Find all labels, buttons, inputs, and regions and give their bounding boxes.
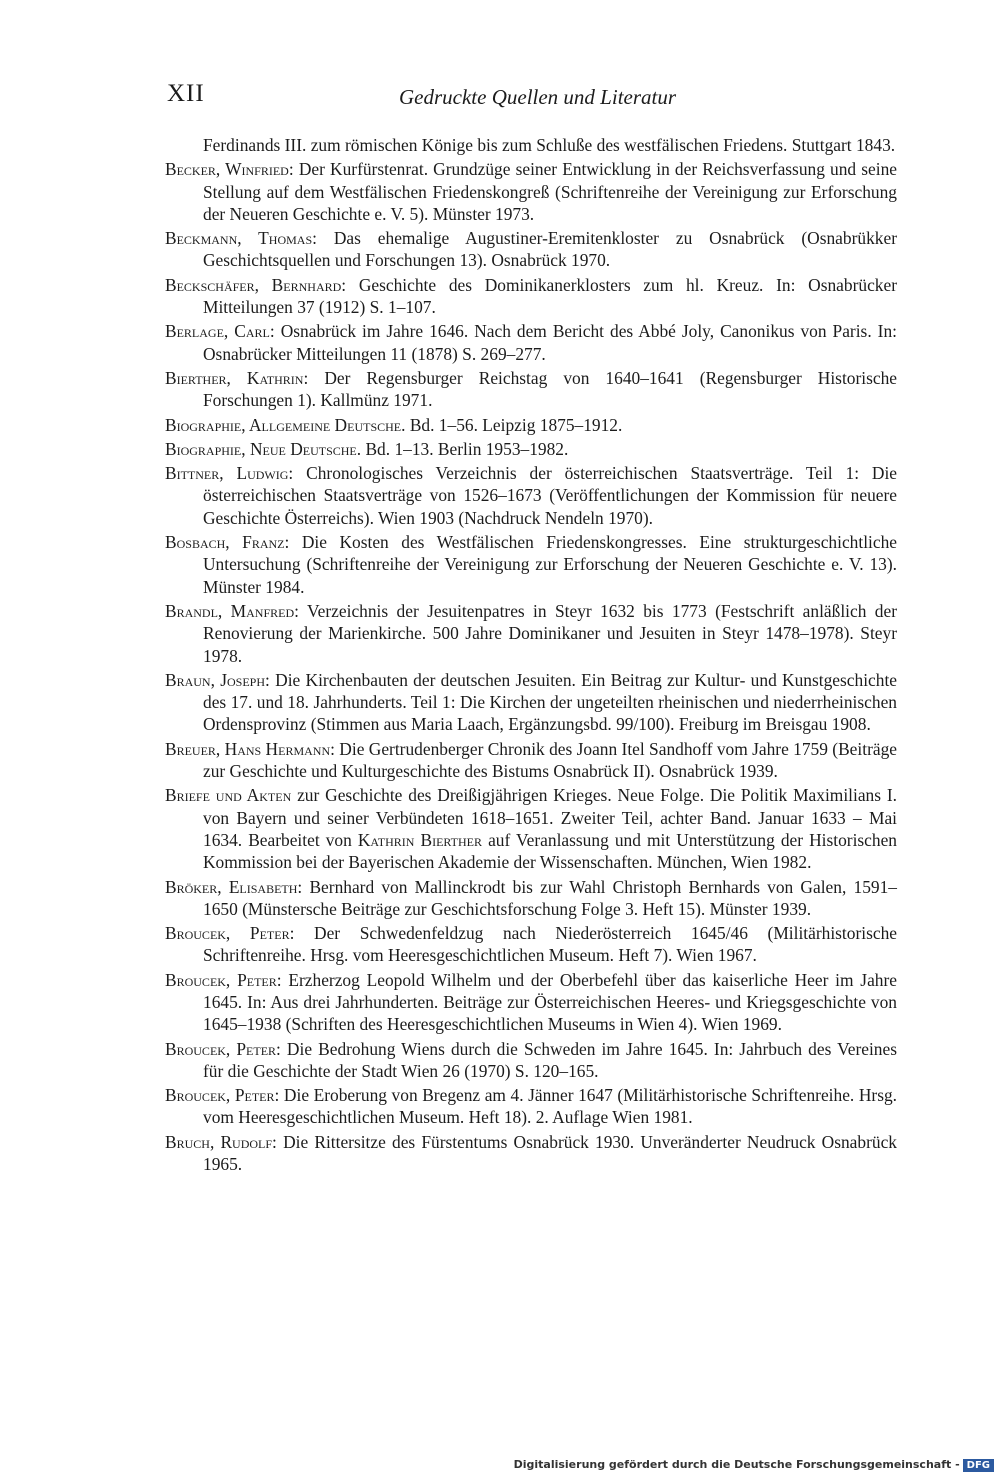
bibliography-entry (165, 158, 897, 225)
entry-author: Braun, Joseph: (165, 669, 270, 690)
entry-text: zur Geschichte des Dreißigjährigen Krieges. Neue Folge. Die Politik Maximilians I. von Bayern und seiner Verbündeten 1618–1651. Zweiter Teil, achter Band. Januar 1633 – Mai 1634. Bearbeitet von (203, 785, 898, 850)
entry-author: Beckmann, Thomas: (165, 228, 317, 249)
entry-text: Der Kurfürstenrat. Grundzüge seiner Entwicklung in der Reichsverfassung und seine Stellung auf dem Westfälischen Friedenskongreß (Schriftenreihe der Vereinigung zur Erforschung der Neueren Geschichte e. V. 5). Münster 1973. (203, 159, 897, 224)
bibliography-entry (165, 320, 897, 365)
entry-author: Broucek, Peter: (165, 1038, 281, 1059)
entry-author: Bierther, Kathrin: (165, 367, 309, 388)
bibliography-entry (165, 367, 897, 412)
bibliography-entry (165, 227, 897, 272)
entry-text: Chronologisches Verzeichnis der österreichischen Staatsverträge. Teil 1: Die österreichischen Staatsverträge von 1526–1673 (Veröffentlichungen der Kommission für neuere Geschichte Österreichs). Wien 1903 (Nachdruck Nendeln 1970). (203, 463, 897, 528)
entry-author: Broucek, Peter: (165, 923, 295, 944)
bibliography-entry (165, 969, 897, 1036)
entry-author: Biographie, Neue Deutsche. (165, 438, 362, 459)
footer-text: Digitalisierung gefördert durch die Deutsche Forschungsgemeinschaft - (513, 1458, 960, 1471)
entry-author: Briefe und Akten (165, 785, 292, 806)
entry-author: Berlage, Carl: (165, 321, 275, 342)
bibliography-entry (165, 462, 897, 529)
entry-text-continued: auf Veranlassung und mit Unterstützung der Historischen Kommission bei der Bayerischen Akademie der Wissenschaften. München, Wien 1982. (203, 829, 897, 873)
entry-author: Beckschäfer, Bernhard: (165, 274, 347, 295)
entry-text: Bd. 1–56. Leipzig 1875–1912. (405, 414, 623, 435)
entry-text: Osnabrück im Jahre 1646. Nach dem Bericht des Abbé Joly, Canonikus von Paris. In: Osnabrücker Mitteilungen 11 (1878) S. 269–277. (203, 321, 897, 364)
page-header (167, 80, 897, 120)
entry-author: Biographie, Allgemeine Deutsche. (165, 414, 406, 435)
entry-text: Die Gertrudenberger Chronik des Joann Itel Sandhoff vom Jahre 1759 (Beiträge zur Geschichte und Kulturgeschichte des Bistums Osnabrück II). Osnabrück 1939. (203, 738, 897, 782)
entry-author: Becker, Winfried: (165, 159, 294, 180)
bibliography-entry (165, 669, 897, 736)
page-number: XII (167, 80, 205, 107)
entry-text: Die Kosten des Westfälischen Friedenskongresses. Eine strukturgeschichtliche Untersuchung (Schriftenreihe der Vereinigung zur Erforschung der Neueren Geschichte e. V. 13). Münster 1984. (203, 532, 897, 597)
entry-author: Brandl, Manfred: (165, 600, 299, 621)
entry-text: Geschichte des Dominikanerklosters zum hl. Kreuz. In: Osnabrücker Mitteilungen 37 (1912) S. 1–107. (203, 274, 898, 318)
entry-author: Bröker, Elisabeth: (165, 876, 303, 897)
bibliography-entry (165, 738, 897, 783)
entry-text: Die Rittersitze des Fürstentums Osnabrück 1930. Unveränderter Neudruck Osnabrück 1965. (203, 1131, 897, 1175)
entry-text: Der Schwedenfeldzug nach Niederösterreich 1645/46 (Militärhistorische Schriftenreihe. Hrsg. vom Heeresgeschichtlichen Museum. Heft 7). Wien 1967. (203, 923, 897, 966)
entry-author: Broucek, Peter: (165, 969, 282, 990)
digitization-footer (514, 1458, 994, 1472)
entry-text: Ferdinands III. zum römischen Königе bis zum Schluße des westfälischen Friedens. Stuttgart 1843. (203, 135, 896, 155)
bibliography-entry (165, 414, 897, 436)
entry-text: Der Regensburger Reichstag von 1640–1641 (Regensburger Historische Forschungen 1). Kallmünz 1971. (203, 367, 898, 411)
bibliography-entry (165, 922, 897, 967)
entry-text: Verzeichnis der Jesuitenpatres in Steyr 1632 bis 1773 (Festschrift anläßlich der Renovierung der Marienkirche. 500 Jahre Dominikaner und Jesuiten in Steyr 1478–1978). Steyr 1978. (203, 600, 897, 666)
bibliography-entry (165, 531, 897, 598)
entry-author: Broucek, Peter: (165, 1085, 280, 1106)
dfg-logo: DFG (963, 1459, 994, 1472)
bibliography-entry (165, 438, 897, 460)
entry-text: Erzherzog Leopold Wilhelm und der Oberbefehl über das kaiserliche Heer im Jahre 1645. In: Aus drei Jahrhunderten. Beiträge zur Österreichischen Heeres- und Kriegsgeschichte von 1645–1938 (Schriften des Heeresgeschichtlichen Museums in Wien 4). Wien 1969. (203, 969, 897, 1035)
entry-text: Bernhard von Mallinckrodt bis zur Wahl Christoph Bernhards von Galen, 1591–1650 (Münstersche Beiträge zur Geschichtsforschung Folge 3. Heft 15). Münster 1939. (203, 876, 897, 919)
entry-author: Breuer, Hans Hermann: (165, 738, 335, 759)
entry-text: Die Kirchenbauten der deutschen Jesuiten. Ein Beitrag zur Kultur- und Kunstgeschichte des 17. und 18. Jahrhunderts. Teil 1: Die Kirchen der ungeteilten rheinischen und niederrheinischen Ordensprovinz (Stimmen aus Maria Laach, Ergänzungsbd. 99/100). Freiburg im Breisgau 1908. (203, 669, 897, 735)
bibliography-entry (165, 876, 897, 921)
bibliography-entry (165, 134, 897, 156)
entry-text: Das ehemalige Augustiner-Eremitenkloster zu Osnabrück (Osnabrükker Geschichtsquellen und Forschungen 13). Osnabrück 1970. (203, 228, 897, 271)
entry-text: Bd. 1–13. Berlin 1953–1982. (361, 438, 569, 459)
entry-author: Bosbach, Franz: (165, 532, 290, 553)
entry-text: Die Bedrohung Wiens durch die Schweden im Jahre 1645. In: Jahrbuch des Vereines für die Geschichte der Stadt Wien 26 (1970) S. 120–165. (203, 1038, 897, 1081)
running-title: Gedruckte Quellen und Literatur (399, 85, 677, 109)
bibliography-entry (165, 600, 897, 667)
bibliography-entry (165, 274, 897, 319)
entry-author: Bruch, Rudolf: (165, 1131, 277, 1152)
bibliography-entry (165, 1131, 897, 1176)
bibliography-list (165, 134, 897, 1177)
entry-editor: Kathrin Bierther (357, 829, 483, 850)
bibliography-entry (165, 784, 897, 873)
bibliography-entry (165, 1084, 897, 1129)
entry-text: Die Eroberung von Bregenz am 4. Jänner 1647 (Militärhistorische Schriftenreihe. Hrsg. vom Heeresgeschichtlichen Museum. Heft 18). 2. Auflage Wien 1981. (203, 1085, 897, 1128)
bibliography-entry (165, 1038, 897, 1083)
entry-author: Bittner, Ludwig: (165, 463, 294, 484)
